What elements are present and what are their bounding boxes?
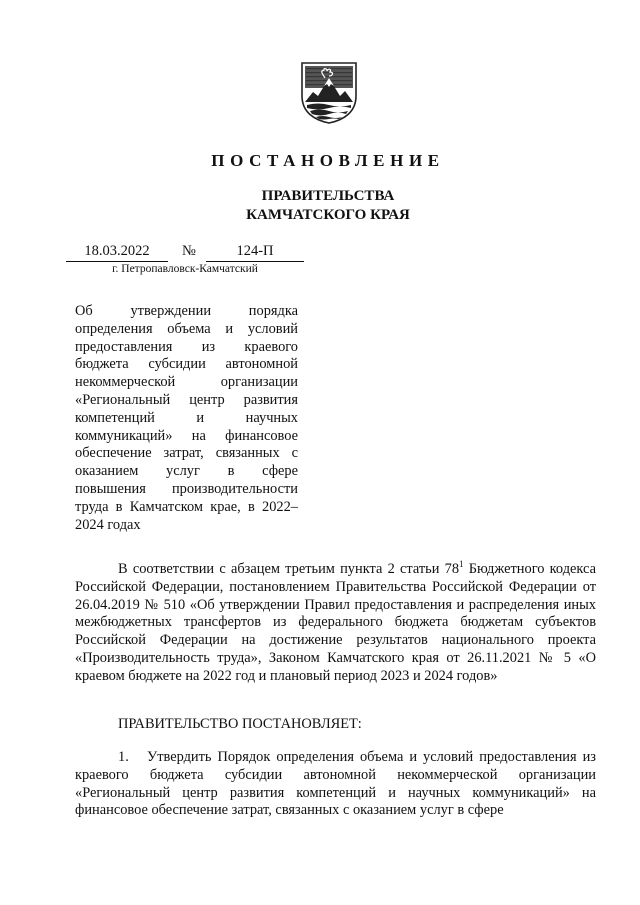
document-subject: Об утверждении порядка определения объема и условий предоставления из краевого бюджета субсидии автономной некоммерческой организации «Региональный центр развития компетенций и научных коммуникаций» на финансовое обеспечение затрат, связанных с оказанием услуг в сфере повышения производительности труда в Камчатском крае, в 2022–2024 годах: [75, 303, 298, 533]
number-underline: [206, 261, 304, 262]
issuer-line-1: ПРАВИТЕЛЬСТВА: [261, 188, 395, 204]
item-1-paragraph: [75, 749, 596, 820]
preamble-part-2: Бюджетного кодекса Российской Федерации, постановлением Правительства Российской Федерации от 26.04.2019 № 510 «Об утверждении Правил предоставления и распределения иных межбюджетных трансфертов из федерального бюджета бюджетам субъектов Российской Федерации на достижение результатов национального проекта «Производительность труда», Законом Камчатского края от 26.11.2021 № 5 «О краевом бюджете на 2022 год и плановый период 2023 и 2024 годов»: [75, 561, 596, 684]
document-number: 124-П: [236, 243, 274, 259]
preamble-superscript: 1: [459, 559, 464, 570]
item-1-text: Утвердить Порядок определения объема и условий предоставления из краевого бюджета субсидии автономной некоммерческой организации «Региональный центр развития компетенций и научных коммуникаций» на финансовое обеспечение затрат, связанных с оказанием услуг в сфере: [75, 749, 596, 819]
city: г. Петропавловск-Камчатский: [112, 263, 258, 275]
preamble-part-1: В соответствии с абзацем третьим пункта 2 статьи 78: [118, 561, 460, 577]
item-1-number: 1.: [118, 749, 129, 765]
date-number-line: [66, 243, 304, 262]
number-sign: №: [182, 243, 196, 259]
preamble-paragraph: [75, 561, 596, 686]
resolution-heading: ПРАВИТЕЛЬСТВО ПОСТАНОВЛЯЕТ:: [118, 716, 362, 732]
date-underline: [66, 261, 168, 262]
issuer-line-2: КАМЧАТСКОГО КРАЯ: [246, 207, 410, 223]
document-title: ПОСТАНОВЛЕНИЕ: [211, 151, 445, 170]
kamchatka-coat-of-arms-icon: [300, 60, 358, 124]
document-date: 18.03.2022: [84, 243, 150, 259]
